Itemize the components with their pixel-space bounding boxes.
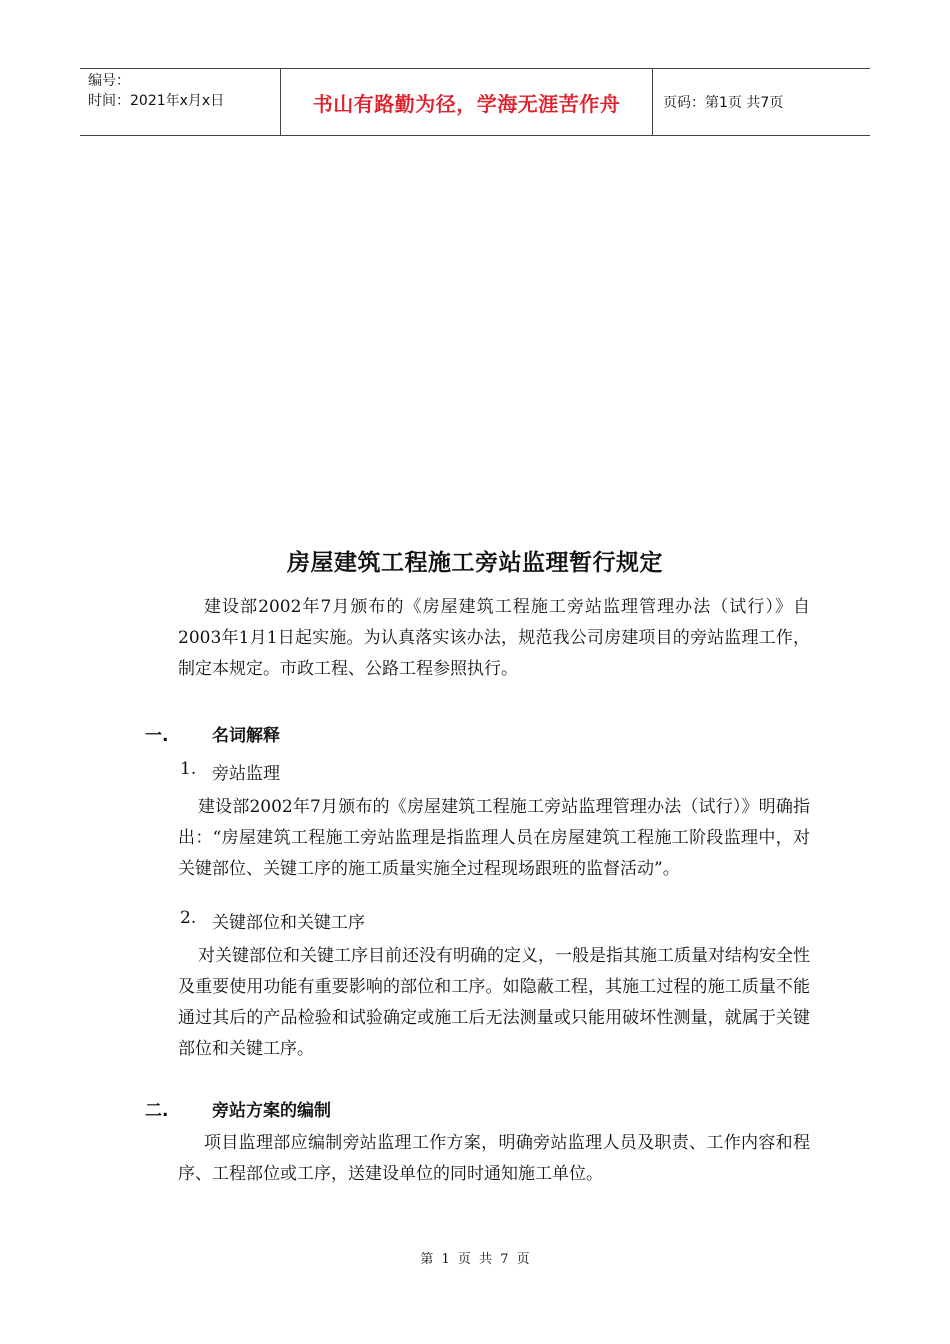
intro-paragraph: 建设部2002年7月颁布的《房屋建筑工程施工旁站监理管理办法（试行）》自2003年1月1日起实施。为认真落实该办法，规范我公司房建项目的旁站监理工作，制定本规定。市政工程、公路工程参照执行。 bbox=[178, 597, 810, 679]
page-header bbox=[80, 68, 870, 136]
header-motto: 书山有路勤为径，学海无涯苦作舟 bbox=[281, 69, 653, 135]
header-page-info: 页码：第1页 共7页 bbox=[663, 95, 784, 111]
date-label: 时间：2021年x月x日 bbox=[88, 93, 225, 109]
section-2-title: 旁站方案的编制 bbox=[212, 1101, 331, 1121]
subsection-1-1-title: 旁站监理 bbox=[212, 764, 280, 784]
document-title: 房屋建筑工程施工旁站监理暂行规定 bbox=[287, 550, 663, 576]
subsection-1-2-title: 关键部位和关键工序 bbox=[212, 913, 365, 933]
doc-number-label: 编号： bbox=[88, 73, 130, 89]
subsection-1-1-heading bbox=[180, 759, 280, 784]
subsection-1-2-text: 对关键部位和关键工序目前还没有明确的定义，一般是指其施工质量对结构安全性及重要使用功能有重要影响的部位和工序。如隐蔽工程，其施工过程的施工质量不能通过其后的产品检验和试验确定或施工后无法测量或只能用破坏性测量，就属于关键部位和关键工序。 bbox=[178, 946, 810, 1059]
subsection-1-1-text: 建设部2002年7月颁布的《房屋建筑工程施工旁站监理管理办法（试行）》明确指出：“房屋建筑工程施工旁站监理是指监理人员在房屋建筑工程施工阶段监理中，对关键部位、关键工序的施工质量实施全过程现场跟班的监督活动”。 bbox=[178, 797, 810, 879]
header-meta bbox=[80, 69, 281, 135]
section-2-text: 项目监理部应编制旁站监理工作方案，明确旁站监理人员及职责、工作内容和程序、工程部位或工序，送建设单位的同时通知施工单位。 bbox=[178, 1133, 810, 1184]
subsection-1-1-number: 1. bbox=[180, 759, 197, 779]
subsection-1-2-number: 2. bbox=[180, 908, 197, 928]
section-1-title: 名词解释 bbox=[212, 726, 280, 746]
section-2-number: 二. bbox=[145, 1101, 169, 1121]
subsection-1-2-heading bbox=[180, 908, 365, 933]
page-footer: 第 1 页 共 7 页 bbox=[420, 1252, 530, 1267]
section-1-number: 一. bbox=[145, 726, 169, 746]
section-1-heading bbox=[145, 721, 280, 746]
section-2-heading bbox=[145, 1096, 331, 1121]
